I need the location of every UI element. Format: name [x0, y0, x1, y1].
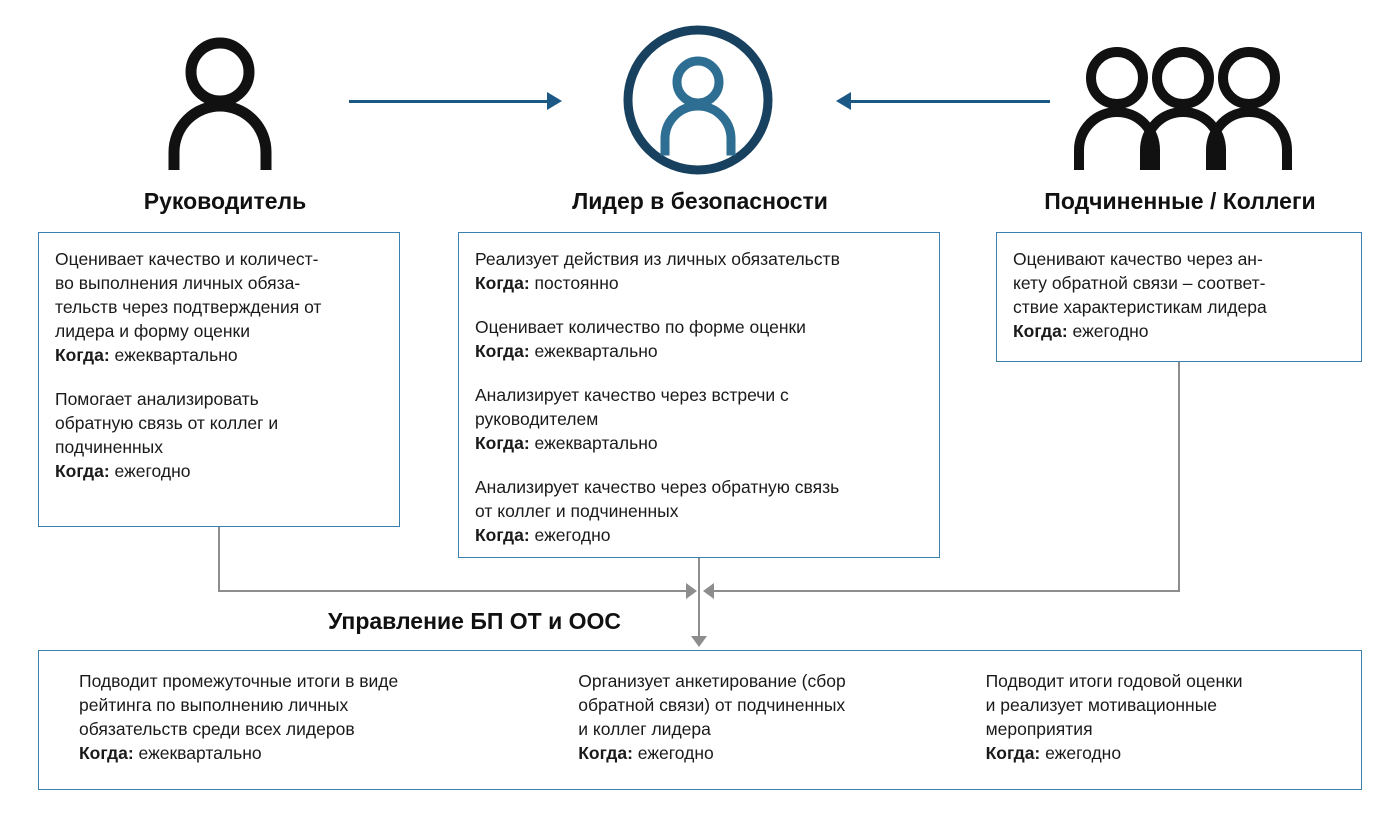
arrow-manager-to-leader-head: [547, 92, 562, 110]
when-label: Когда:: [985, 743, 1041, 763]
when-label: Когда:: [79, 743, 134, 763]
when-value: ежегодно: [1072, 321, 1149, 341]
single-person-icon: [130, 30, 310, 170]
item-line: Оценивает качество и количест-: [55, 249, 319, 269]
when-value: ежеквартально: [534, 341, 658, 361]
person-in-circle-icon: [608, 20, 788, 180]
when-value: ежеквартально: [114, 345, 238, 365]
arrow-peers-to-leader-line: [850, 100, 1050, 103]
item-line: Реализует действия из личных обязательств: [475, 249, 840, 269]
card-item: [1013, 247, 1345, 343]
item-line: обратной связи) от подчиненных: [578, 695, 846, 715]
item-line: во выполнения личных обяза-: [55, 273, 301, 293]
card-manager: [38, 232, 400, 527]
item-line: Помогает анализировать: [55, 389, 259, 409]
when-label: Когда:: [475, 525, 530, 545]
when-label: Когда:: [475, 273, 530, 293]
item-line: ствие характеристикам лидера: [1013, 297, 1267, 317]
item-line: мероприятия: [985, 719, 1093, 739]
department-column: [39, 669, 558, 789]
item-line: Подводит итоги годовой оценки: [985, 671, 1243, 691]
department-title: Управление БП ОТ и ООС: [318, 608, 631, 635]
card-item: [578, 669, 957, 765]
connector-manager-horizontal: [218, 590, 692, 592]
department-column: [558, 669, 977, 789]
connector-leader-vertical: [698, 558, 700, 638]
item-line: кету обратной связи – соответ-: [1013, 273, 1266, 293]
connector-peers-horizontal: [712, 590, 1180, 592]
item-line: лидера и форму оценки: [55, 321, 250, 341]
when-label: Когда:: [578, 743, 633, 763]
column-title-leader: Лидер в безопасности: [572, 188, 828, 214]
item-line: Подводит промежуточные итоги в виде: [79, 671, 399, 691]
connector-arrow-into-center-left: [686, 583, 697, 599]
when-value: ежегодно: [1045, 743, 1122, 763]
card-item: [55, 247, 383, 367]
card-department: [38, 650, 1362, 790]
item-line: руководителем: [475, 409, 599, 429]
item-line: Анализирует качество через обратную связь: [475, 477, 840, 497]
card-item: [475, 247, 923, 295]
card-item: [986, 669, 1341, 765]
when-label: Когда:: [55, 461, 110, 481]
item-line: Анализирует качество через встречи с: [475, 385, 789, 405]
item-line: рейтинга по выполнению личных: [79, 695, 349, 715]
item-line: и коллег лидера: [578, 719, 711, 739]
card-item: [55, 387, 383, 483]
when-value: ежеквартально: [534, 433, 658, 453]
column-title-manager: Руководитель: [143, 188, 307, 214]
arrow-manager-to-leader-line: [349, 100, 549, 103]
arrow-peers-to-leader-head: [836, 92, 851, 110]
item-line: тельств через подтверждения от: [55, 297, 322, 317]
when-value: ежеквартально: [138, 743, 262, 763]
three-people-icon: [1068, 30, 1298, 170]
card-item: [475, 315, 923, 363]
card-item: [475, 383, 923, 455]
item-line: от коллег и подчиненных: [475, 501, 679, 521]
when-label: Когда:: [475, 433, 530, 453]
item-line: Оценивает количество по форме оценки: [475, 317, 806, 337]
item-line: обратную связь от коллег и: [55, 413, 279, 433]
when-value: ежегодно: [114, 461, 191, 481]
when-value: ежегодно: [534, 525, 611, 545]
when-value: постоянно: [534, 273, 619, 293]
connector-arrow-to-bottom: [691, 636, 707, 647]
when-label: Когда:: [475, 341, 530, 361]
card-item: [475, 475, 923, 547]
item-line: подчиненных: [55, 437, 163, 457]
when-value: ежегодно: [637, 743, 714, 763]
item-line: и реализует мотивационные: [985, 695, 1217, 715]
item-line: Оценивают качество через ан-: [1013, 249, 1263, 269]
item-line: Организует анкетирование (сбор: [578, 671, 846, 691]
column-title-peers: Подчиненные / Коллеги: [1044, 188, 1316, 214]
card-item: [79, 669, 538, 765]
when-label: Когда:: [1013, 321, 1068, 341]
connector-arrow-into-center-right: [703, 583, 714, 599]
when-label: Когда:: [55, 345, 110, 365]
item-line: обязательств среди всех лидеров: [79, 719, 355, 739]
department-column: [978, 669, 1361, 789]
connector-manager-vertical: [218, 527, 220, 591]
card-peers: [996, 232, 1362, 362]
connector-peers-vertical: [1178, 362, 1180, 591]
card-leader: [458, 232, 940, 558]
